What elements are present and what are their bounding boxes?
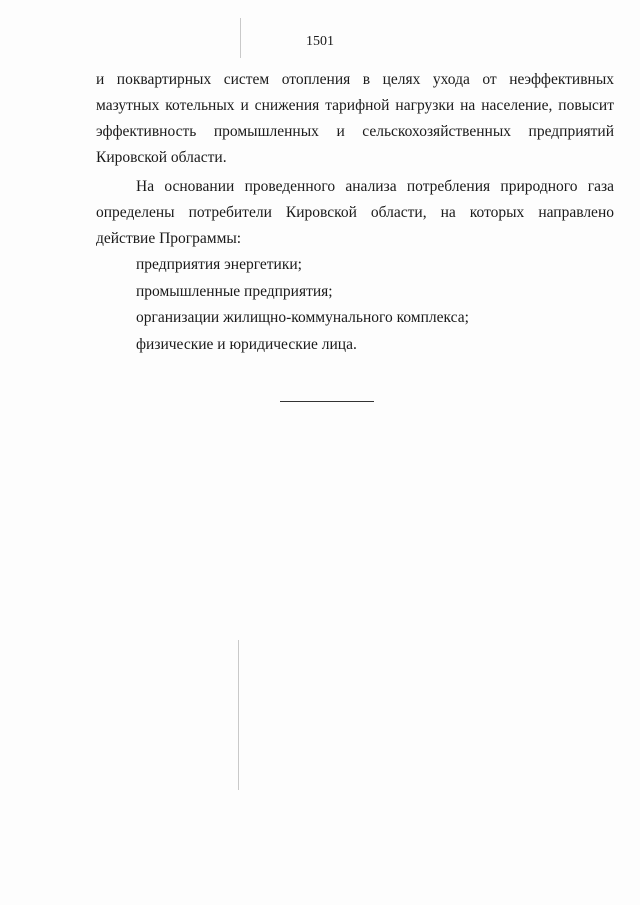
paragraph-gas-analysis — [96, 174, 614, 252]
paragraph-heating-systems — [96, 67, 614, 171]
scan-artifact-line — [238, 640, 239, 790]
paragraph-line: эффективность промышленных и сельскохозяйственных предприятий — [96, 123, 614, 140]
list-item: промышленные предприятия; — [136, 282, 333, 300]
paragraph-line: На основании проведенного анализа потребления природного газа — [136, 178, 614, 195]
paragraph-line: определены потребители Кировской области, на которых направлено — [96, 204, 614, 221]
paragraph-line: действие Программы: — [96, 230, 242, 247]
page-number: 1501 — [306, 34, 334, 49]
paragraph-line: мазутных котельных и снижения тарифной нагрузки на население, повысит — [96, 97, 614, 114]
list-item: предприятия энергетики; — [136, 256, 302, 273]
end-of-section-rule — [280, 401, 374, 402]
list-item: организации жилищно-коммунального комплекса; — [136, 309, 469, 326]
list-item: физические и юридические лица. — [136, 335, 357, 353]
consumer-list — [136, 252, 469, 358]
paragraph-line: Кировской области. — [96, 149, 227, 166]
paragraph-line: и поквартирных систем отопления в целях ухода от неэффективных — [96, 71, 614, 88]
